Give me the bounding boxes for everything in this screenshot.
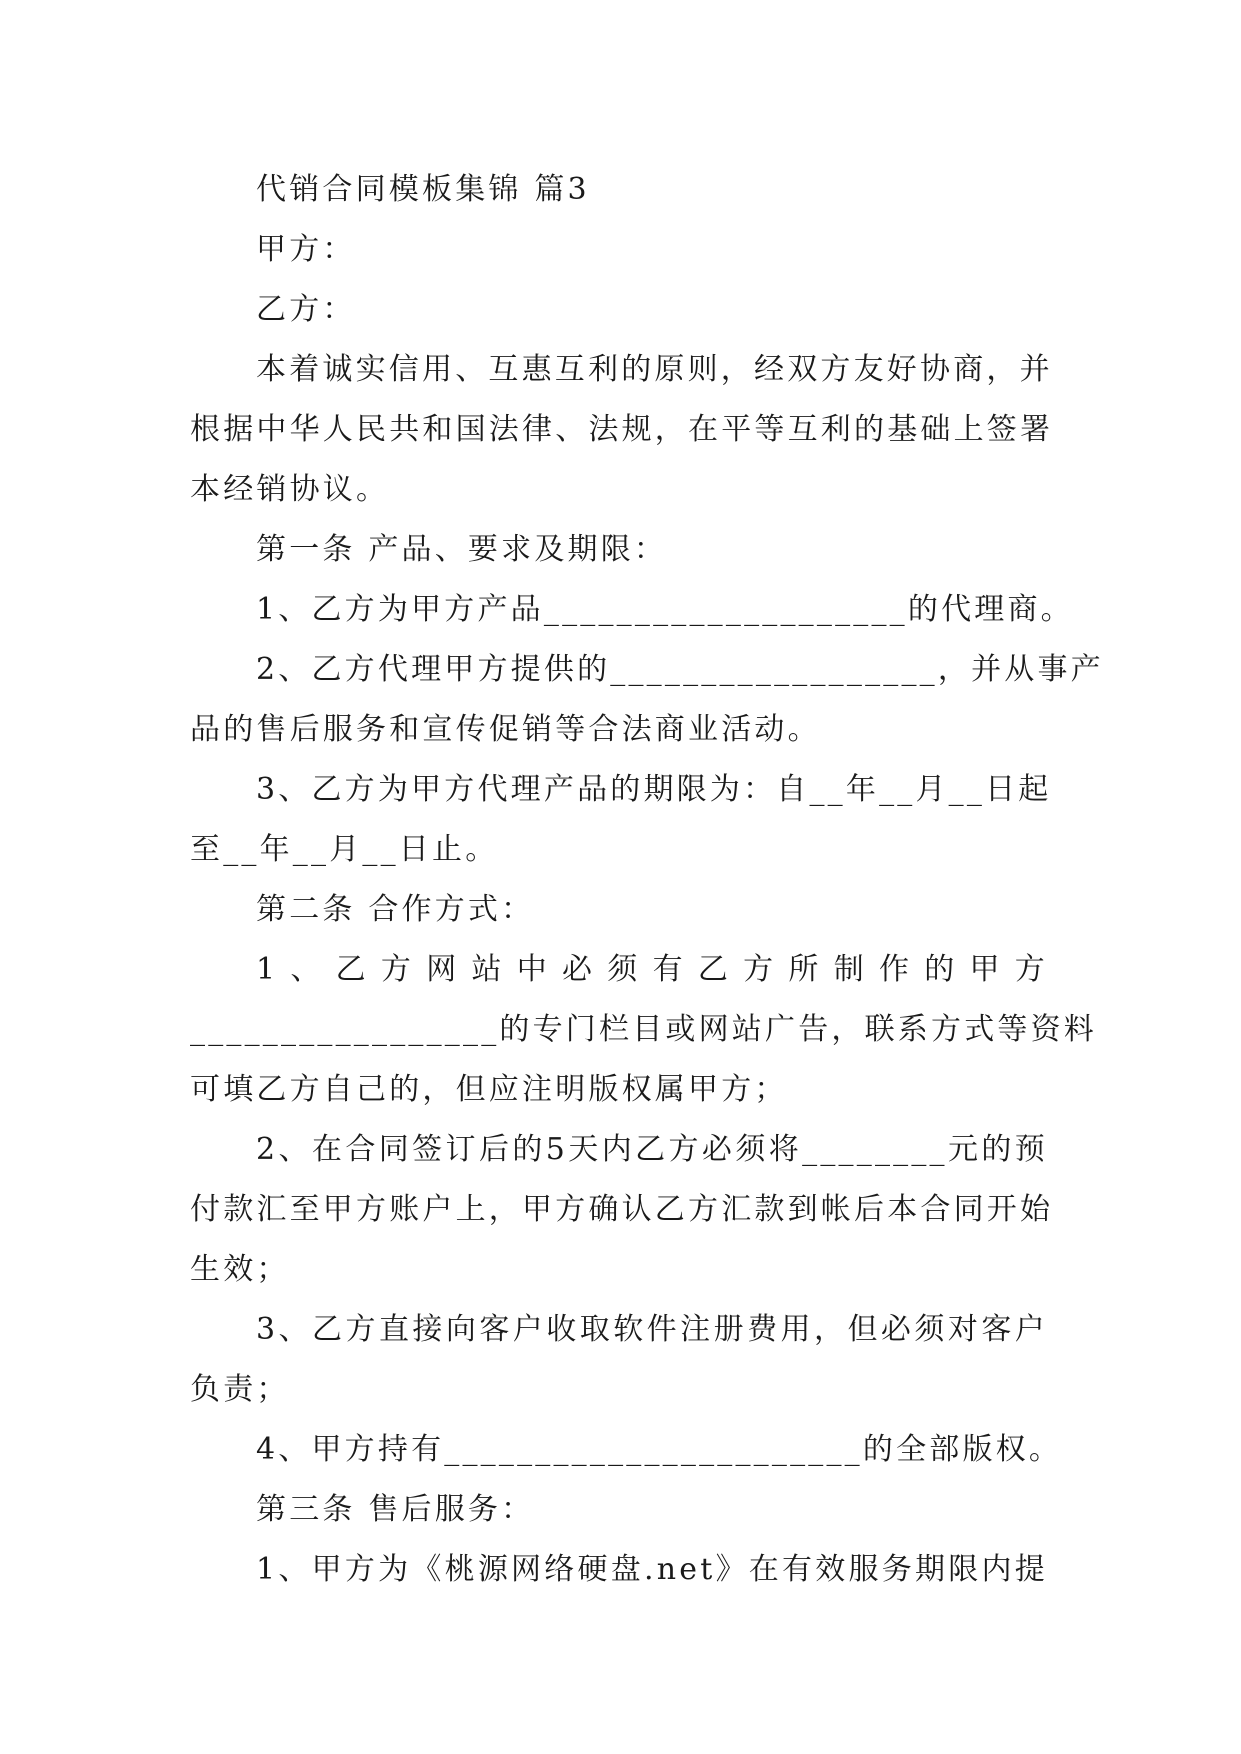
article-3-heading: 第三条 售后服务： bbox=[256, 1492, 535, 1527]
article-2-item-1-line-1: 1、乙方网站中必须有乙方所制作的甲方 bbox=[256, 952, 1048, 987]
article-2-item-4: 4、甲方持有_______________________的全部版权。 bbox=[256, 1432, 1063, 1467]
article-1-heading: 第一条 产品、要求及期限： bbox=[256, 532, 668, 567]
article-1-item-1: 1、乙方为甲方产品____________________的代理商。 bbox=[256, 592, 1074, 627]
article-2-item-1-line-3: 可填乙方自己的，但应注明版权属甲方； bbox=[190, 1072, 788, 1107]
party-a-line: 甲方： bbox=[256, 232, 356, 267]
document-title: 代销合同模板集锦 篇3 bbox=[256, 172, 590, 207]
article-2-item-3-line-2: 负责； bbox=[190, 1372, 290, 1407]
article-2-heading: 第二条 合作方式： bbox=[256, 892, 535, 927]
article-1-item-3-line-2: 至__年__月__日止。 bbox=[190, 832, 499, 867]
article-1-item-2-line-1: 2、乙方代理甲方提供的__________________，并从事产 bbox=[256, 652, 1104, 687]
document-page bbox=[190, 160, 1104, 1600]
article-2-item-1-line-2: _________________的专门栏目或网站广告，联系方式等资料 bbox=[190, 1012, 1097, 1047]
article-3-item-1-line-1: 1、甲方为《桃源网络硬盘.net》在有效服务期限内提 bbox=[256, 1552, 1048, 1587]
article-2-item-2-line-3: 生效； bbox=[190, 1252, 290, 1287]
article-1-item-3-line-1: 3、乙方为甲方代理产品的期限为：自__年__月__日起 bbox=[256, 772, 1052, 807]
article-2-item-2-line-2: 付款汇至甲方账户上，甲方确认乙方汇款到帐后本合同开始 bbox=[190, 1192, 1054, 1227]
preamble-line-2: 根据中华人民共和国法律、法规，在平等互利的基础上签署 bbox=[190, 412, 1054, 447]
preamble-line-3: 本经销协议。 bbox=[190, 472, 390, 507]
preamble-line-1: 本着诚实信用、互惠互利的原则，经双方友好协商，并 bbox=[256, 352, 1053, 387]
article-2-item-3-line-1: 3、乙方直接向客户收取软件注册费用，但必须对客户 bbox=[256, 1312, 1048, 1347]
article-1-item-2-line-2: 品的售后服务和宣传促销等合法商业活动。 bbox=[190, 712, 821, 747]
article-2-item-2-line-1: 2、在合同签订后的5天内乙方必须将________元的预 bbox=[256, 1132, 1048, 1167]
party-b-line: 乙方： bbox=[256, 292, 356, 327]
